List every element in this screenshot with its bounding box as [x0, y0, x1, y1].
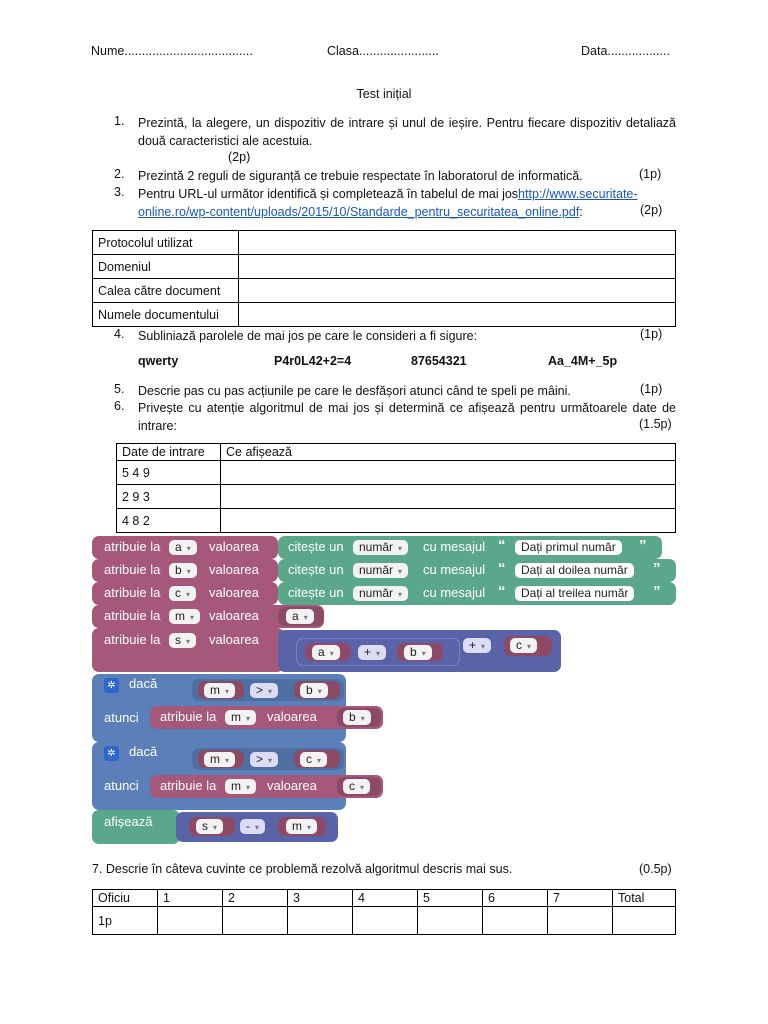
- table-row: 1p: [93, 907, 676, 935]
- gear-icon[interactable]: ✲: [104, 678, 119, 693]
- operator-minus[interactable]: - ▾: [240, 819, 265, 834]
- operator-plus-1[interactable]: + ▾: [358, 645, 386, 660]
- message-input-1[interactable]: Dați primul număr: [515, 540, 622, 555]
- var-get-m-2[interactable]: m ▾: [204, 752, 235, 767]
- type-dropdown-3[interactable]: număr ▾: [353, 586, 408, 601]
- grade-table: [92, 889, 676, 935]
- var-get-c[interactable]: c ▾: [510, 638, 537, 653]
- table-row: 2 9 3: [117, 485, 676, 509]
- q5-number: 5.: [114, 382, 125, 396]
- q3-url-link-part2[interactable]: online.ro/wp-content/uploads/2015/10/Standarde_pentru_securitatea_online.pdf: [138, 205, 580, 219]
- q5-points: (1p): [640, 382, 663, 396]
- password-4[interactable]: Aa_4M+_5p: [548, 354, 618, 368]
- var-get-s[interactable]: s ▾: [196, 819, 223, 834]
- q1-number: 1.: [114, 114, 125, 128]
- table-row: 5 4 9: [117, 461, 676, 485]
- password-2[interactable]: P4r0L42+2=4: [274, 354, 352, 368]
- table-row: Domeniul: [93, 255, 676, 279]
- var-dropdown-m-2[interactable]: m ▾: [225, 710, 256, 725]
- q3-number: 3.: [114, 185, 125, 199]
- var-get-m-3[interactable]: m ▾: [286, 819, 317, 834]
- var-get-c-2[interactable]: c ▾: [300, 752, 327, 767]
- q4-text: Subliniază parolele de mai jos pe care le consideri a fi sigure:: [138, 329, 478, 343]
- var-dropdown-m[interactable]: m ▾: [169, 609, 200, 624]
- var-get-b-3[interactable]: b ▾: [343, 710, 371, 725]
- blockly-program: atribuie la a ▾ valoarea citește un număr ▾ cu mesajul “ Dați primul număr ” atribuie la b ▾ valoarea citește un număr ▾ cu mesajul “ Dați al doilea număr ” atribuie la c ▾ valoarea citește un număr ▾ cu mesajul “ Dați al treilea număr ” atribuie la m ▾ valoarea a ▾ atribuie la s ▾ valoarea a ▾ + ▾ b ▾ + ▾ c ▾ ✲ dacă m ▾ > ▾ b ▾ atunci atribuie la m ▾ valoarea b ▾ ✲ dacă m ▾ > ▾ c ▾ atunci atribuie la m ▾ valoarea c ▾ afișează s ▾ - ▾ m ▾: [92, 534, 682, 848]
- var-get-m-1[interactable]: m ▾: [204, 683, 235, 698]
- q6-points: (1.5p): [639, 417, 672, 431]
- q3-text-line2: online.ro/wp-content/uploads/2015/10/Standarde_pentru_securitatea_online.pdf:: [138, 205, 583, 219]
- table-row: 4 8 2: [117, 509, 676, 533]
- q3-url-link-part1[interactable]: http://www.securitate-: [518, 187, 638, 201]
- operator-gt-1[interactable]: > ▾: [250, 683, 278, 698]
- var-dropdown-b[interactable]: b ▾: [169, 563, 197, 578]
- q5-text: Descrie pas cu pas acțiunile pe care le desfășori atunci când te speli pe mâini.: [138, 384, 571, 398]
- q2-number: 2.: [114, 167, 125, 181]
- io-table: [116, 443, 676, 533]
- var-get-b[interactable]: b ▾: [404, 645, 432, 660]
- var-get-b-2[interactable]: b ▾: [300, 683, 328, 698]
- q4-number: 4.: [114, 327, 125, 341]
- url-table: [92, 230, 676, 327]
- table-row: Oficiu 1 2 3 4 5 6 7 Total: [93, 890, 676, 907]
- page-title: Test inițial: [356, 87, 412, 101]
- operator-plus-2[interactable]: + ▾: [463, 638, 491, 653]
- var-get-a-2[interactable]: a ▾: [312, 645, 340, 660]
- message-input-3[interactable]: Dați al treilea număr: [515, 586, 634, 601]
- operator-gt-2[interactable]: > ▾: [250, 752, 278, 767]
- password-3[interactable]: 87654321: [411, 354, 467, 368]
- var-dropdown-a[interactable]: a ▾: [169, 540, 197, 555]
- q3-points: (2p): [640, 203, 663, 217]
- password-1[interactable]: qwerty: [138, 354, 179, 368]
- q4-points: (1p): [640, 327, 663, 341]
- q7-text: 7. Descrie în câteva cuvinte ce problemă rezolvă algoritmul descris mai sus.: [92, 862, 513, 876]
- var-dropdown-m-3[interactable]: m ▾: [225, 779, 256, 794]
- q1-points: (2p): [228, 150, 251, 164]
- q6-number: 6.: [114, 399, 125, 413]
- table-row: Date de intrare Ce afișează: [117, 444, 676, 461]
- var-dropdown-s[interactable]: s ▾: [169, 633, 196, 648]
- name-field: Nume.....................................: [91, 44, 253, 58]
- q7-points: (0.5p): [639, 862, 672, 876]
- q2-points: (1p): [639, 167, 662, 181]
- var-get-c-3[interactable]: c ▾: [343, 779, 370, 794]
- class-field: Clasa.......................: [327, 44, 439, 58]
- table-row: Calea către document: [93, 279, 676, 303]
- q3-text: Pentru URL-ul următor identifică și completează în tabelul de mai joshttp://www.securitate-: [138, 187, 638, 201]
- date-field: Data..................: [581, 44, 670, 58]
- q2-text: Prezintă 2 reguli de siguranță ce trebuie respectate în laboratorul de informatică.: [138, 169, 583, 183]
- type-dropdown-1[interactable]: număr ▾: [353, 540, 408, 555]
- var-dropdown-c[interactable]: c ▾: [169, 586, 196, 601]
- type-dropdown-2[interactable]: număr ▾: [353, 563, 408, 578]
- q6-text: Privește cu atenție algoritmul de mai jos și determină ce afișează pentru următoarele date de intrare:: [138, 401, 676, 433]
- message-input-2[interactable]: Dați al doilea număr: [515, 563, 634, 578]
- q1-text: Prezintă, la alegere, un dispozitiv de intrare și unul de ieșire. Pentru fiecare dispozitiv detaliază două caracteristici ale acestuia.: [138, 116, 676, 148]
- table-row: Protocolul utilizat: [93, 231, 676, 255]
- gear-icon[interactable]: ✲: [104, 746, 119, 761]
- table-row: Numele documentului: [93, 303, 676, 327]
- var-get-a[interactable]: a ▾: [286, 609, 314, 624]
